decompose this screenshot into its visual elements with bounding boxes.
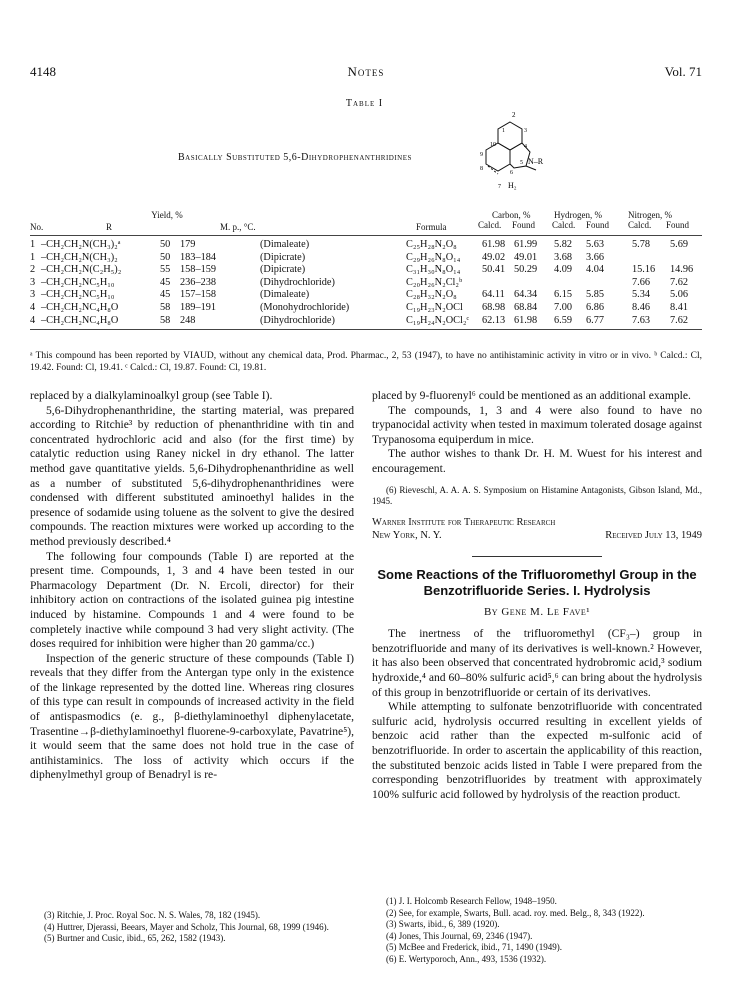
cell-no: 4 — [30, 301, 36, 313]
reference: (5) McBee and Frederick, ibid., 71, 1490 (1949). — [386, 942, 562, 952]
cell-r: –CH₂CH₂NC₅H₁₀ — [41, 276, 115, 288]
table-title: Basically Substituted 5,6-Dihydrophenanthridines — [178, 152, 412, 163]
left-column — [30, 389, 354, 783]
reference-6 — [372, 485, 702, 508]
cell-r: –CH₂CH₂N(CH₃)₂ᵃ — [41, 239, 121, 250]
paragraph: The author wishes to thank Dr. H. M. Wuest for his interest and encouragement. — [372, 447, 702, 475]
structure-number: 7 — [498, 184, 501, 190]
cell-no: 4 — [30, 314, 36, 326]
cell-carbon-found: 61.98 — [514, 314, 538, 326]
cell-r: –CH₂CH₂NC₄H₈O — [41, 314, 119, 326]
cell-hydrogen-found: 5.85 — [586, 289, 605, 301]
header-hydrogen-calcd: Calcd. — [552, 220, 576, 230]
cell-no: 1 — [30, 239, 36, 250]
cell-hydrogen-calcd: 6.59 — [554, 314, 573, 326]
cell-hydrogen-found: 3.66 — [586, 251, 605, 263]
page-number: 4148 — [30, 64, 56, 79]
volume-label: Vol. 71 — [664, 64, 702, 79]
header-no: No. — [30, 222, 44, 232]
cell-carbon-calcd: 61.98 — [482, 239, 506, 250]
cell-formula: C₂₉H₂₆N₈O₁₄ — [406, 251, 461, 263]
paragraph: The inertness of the trifluoromethyl (CF₃–) group in benzotrifluoride and many of its derivatives is well-known.² However, it has also been observed that concentrated hydrobromic acid,³ sodium hydroxide,⁴ and 60–80% sulfuric acid⁵,⁶ can bring about the hydrolysis of this group in benzotrifluoride or certain of its derivatives. — [372, 627, 702, 699]
cell-nitrogen-found: 5.06 — [670, 289, 689, 301]
header-hydrogen: Hydrogen, % — [554, 210, 602, 220]
section-divider — [472, 556, 602, 557]
cell-carbon-calcd: 64.11 — [482, 289, 505, 301]
cell-carbon-calcd: 49.02 — [482, 251, 506, 263]
cell-hydrogen-found: 4.04 — [586, 264, 605, 276]
reference: (3) Ritchie, J. Proc. Royal Soc. N. S. Wales, 78, 182 (1945). — [44, 910, 261, 920]
paragraph: The compounds, 1, 3 and 4 were also found to have no trypanocidal activity when tested in maximum tolerated dosage against Trypanosoma equiperdum in mice. — [372, 403, 702, 446]
cell-carbon-calcd: 62.13 — [482, 314, 506, 326]
cell-nitrogen-calcd: 15.16 — [632, 264, 656, 276]
cell-yield: 45 — [160, 289, 171, 301]
header-nitrogen: Nitrogen, % — [628, 210, 672, 220]
cell-mp: 179 — [180, 239, 196, 250]
header-nitrogen-found: Found — [666, 220, 690, 230]
cell-hydrogen-calcd: 7.00 — [554, 301, 573, 313]
institute-name: Warner Institute for Therapeutic Research — [372, 516, 556, 528]
cell-nitrogen-calcd: 5.34 — [632, 289, 651, 301]
cell-nitrogen-calcd: 5.78 — [632, 239, 651, 250]
article-title: Some Reactions of the Trifluoromethyl Group in the Benzotrifluoride Series. I. Hydrolysis — [377, 566, 697, 598]
cell-hydrogen-found: 5.63 — [586, 239, 605, 250]
header-formula: Formula — [416, 222, 447, 232]
structure-number: 2 — [512, 111, 516, 119]
reference: (4) Huttrer, Djerassi, Beears, Mayer and Scholz, This Journal, 68, 1999 (1946). — [44, 921, 329, 932]
cell-nitrogen-found: 14.96 — [670, 264, 694, 276]
institute-line — [372, 529, 702, 542]
cell-mp: 248 — [180, 314, 196, 326]
cell-r: –CH₂CH₂N(C₂H₅)₂ — [41, 264, 122, 276]
cell-nitrogen-found: 7.62 — [670, 314, 689, 326]
header-nitrogen-calcd: Calcd. — [628, 220, 652, 230]
journal-section: Notes — [347, 64, 385, 79]
reference: (2) See, for example, Swarts, Bull. acad. roy. med. Belg., 8, 343 (1922). — [386, 907, 645, 918]
cell-hydrogen-found: 6.86 — [586, 301, 605, 313]
right-column — [372, 389, 702, 802]
header-r: R — [106, 222, 113, 232]
paragraph: placed by 9-fluorenyl⁶ could be mentioned as an additional example. — [372, 389, 691, 402]
cell-nitrogen-calcd: 8.46 — [632, 301, 651, 313]
reference: (4) Jones, This Journal, 69, 2346 (1947). — [386, 930, 533, 941]
paragraph: While attempting to sulfonate benzotrifluoride with concentrated sulfuric acid, hydrolysis occurred resulting in excellent yields of benzoic acid rather than the expected m-sulfonic acid of benzotrifluoride. In order to ascertain the applicability of this reaction, the substituted benzoic acids listed in Table I were prepared from the corresponding benzotrifluorides by treatment with approximately 100% sulfuric acid followed by hydrolysis of the reaction product. — [372, 700, 702, 801]
reference: (5) Burtner and Cusic, ibid., 65, 262, 1582 (1943). — [44, 933, 226, 943]
cell-hydrogen-calcd: 4.09 — [554, 264, 573, 276]
cell-mp: 183–184 — [180, 251, 217, 263]
table-bottom-rule — [30, 329, 702, 330]
structure-number: 4 — [524, 144, 527, 150]
cell-yield: 50 — [160, 239, 171, 250]
institute-block — [372, 516, 702, 542]
table-row — [30, 289, 702, 302]
cell-mp: 157–158 — [180, 289, 217, 301]
cell-salt: (Dipicrate) — [260, 251, 306, 263]
cell-nitrogen-found: 5.69 — [670, 239, 689, 250]
cell-hydrogen-calcd: 3.68 — [554, 251, 573, 263]
structure-number: 6 — [510, 170, 513, 176]
structure-number: 8 — [480, 166, 483, 172]
cell-yield: 45 — [160, 276, 171, 288]
cell-nitrogen-found: 7.62 — [670, 276, 689, 288]
table-row — [30, 264, 702, 277]
data-table — [30, 210, 702, 330]
cell-no: 3 — [30, 289, 36, 301]
cell-salt: (Monohydrochloride) — [260, 301, 350, 313]
table-header — [30, 210, 702, 236]
table-row — [30, 252, 702, 265]
table-label: Table I — [345, 98, 384, 109]
cell-salt: (Dipicrate) — [260, 264, 306, 276]
cell-r: –CH₂CH₂NC₄H₈O — [41, 301, 119, 313]
cell-carbon-calcd: 68.98 — [482, 301, 506, 313]
cell-hydrogen-calcd: 5.82 — [554, 239, 573, 250]
right-references — [372, 896, 702, 965]
structure-nr-label: N–R — [528, 157, 544, 166]
cell-formula: C₁₉H₂₄N₂OCl₂ᶜ — [406, 314, 470, 326]
institute-city: New York, N. Y. — [372, 529, 442, 541]
header-carbon-calcd: Calcd. — [478, 220, 502, 230]
table-row — [30, 302, 702, 315]
cell-salt: (Dimaleate) — [260, 289, 310, 301]
table-row — [30, 277, 702, 290]
cell-carbon-calcd: 50.41 — [482, 264, 506, 276]
reference: (6) E. Wertyporoch, Ann., 493, 1536 (1932). — [386, 953, 547, 964]
byline: By Gene M. Le Fave¹ — [483, 605, 591, 618]
cell-hydrogen-calcd: 6.15 — [554, 289, 573, 301]
header-hydrogen-found: Found — [586, 220, 610, 230]
header-carbon: Carbon, % — [492, 210, 531, 220]
cell-salt: (Dihydrochloride) — [260, 276, 335, 288]
cell-formula: C₂₈H₃₂N₂O₈ — [406, 289, 457, 301]
cell-formula: C₂₅H₂₈N₂O₈ — [406, 239, 457, 250]
cell-formula: C₁₉H₂₃N₂OCl — [406, 301, 463, 313]
cell-no: 2 — [30, 264, 36, 276]
cell-r: –CH₂CH₂N(CH₃)₂ — [41, 251, 118, 263]
cell-nitrogen-calcd: 7.63 — [632, 314, 651, 326]
structure-number: 3 — [524, 128, 527, 134]
cell-mp: 189–191 — [180, 301, 217, 313]
header-carbon-found: Found — [512, 220, 536, 230]
cell-formula: C₂₀H₂₆N₂Cl₂ᵇ — [406, 276, 463, 288]
cell-carbon-found: 49.01 — [514, 251, 538, 263]
paragraph: replaced by a dialkylaminoalkyl group (see Table I). — [30, 389, 273, 402]
left-references — [30, 910, 354, 945]
cell-salt: (Dimaleate) — [260, 239, 310, 250]
cell-carbon-found: 64.34 — [514, 289, 538, 301]
cell-hydrogen-found: 6.77 — [586, 314, 605, 326]
reference: (3) Swarts, ibid., 6, 389 (1920). — [386, 919, 500, 929]
cell-mp: 158–159 — [180, 264, 217, 276]
table-body — [30, 236, 702, 327]
cell-nitrogen-found: 8.41 — [670, 301, 689, 313]
cell-no: 3 — [30, 276, 36, 288]
cell-yield: 58 — [160, 314, 171, 326]
running-head — [30, 64, 702, 80]
cell-salt: (Dihydrochloride) — [260, 314, 335, 326]
cell-no: 1 — [30, 251, 36, 263]
table-row — [30, 239, 702, 252]
table-row — [30, 315, 702, 328]
structure-number: 1 — [502, 128, 505, 134]
received-date: Received July 13, 1949 — [605, 529, 702, 541]
structure-number: 9 — [480, 152, 483, 158]
reference: (1) J. I. Holcomb Research Fellow, 1948–1950. — [386, 896, 557, 906]
cell-carbon-found: 68.84 — [514, 301, 538, 313]
structure-number: 5 — [520, 160, 523, 166]
cell-formula: C₃₁H₃₀N₈O₁₄ — [406, 264, 461, 276]
cell-r: –CH₂CH₂NC₅H₁₀ — [41, 289, 115, 301]
paragraph: Inspection of the generic structure of these compounds (Table I) reveals that they differ from the Antergan type only in the existence of the linkage represented by the dotted line. Whereas ring closures of this type can result in compounds of increased activity in the field of antispasmodics (e. g., β-diethylaminoethyl diphenylacetate, Trasentine→β-diethylaminoethyl fluorene-9-carboxylate, Pavatrine⁵), it would seem that the same does not hold true in the case of antihistaminics. The loss of activity which occurs if the diphenylmethyl group of Benadryl is re- — [30, 651, 354, 782]
structure-h2-label: H₂ — [508, 181, 517, 190]
dihydrophenanthridine-structure — [458, 108, 558, 208]
cell-yield: 50 — [160, 251, 171, 263]
header-mp: M. p., °C. — [220, 222, 256, 232]
table-footnote: ᵃ This compound has been reported by VIAUD, without any chemical data, Prod. Pharmac., 2, 53 (1947), to have no antihistaminic activity in vitro or in vivo. ᵇ Calcd.: Cl, 19.42. Found: Cl, 19.41. ᶜ Calcd.: Cl, 19.87. Found: Cl, 19.81. — [30, 351, 702, 373]
cell-mp: 236–238 — [180, 276, 217, 288]
paragraph: 5,6-Dihydrophenanthridine, the starting material, was prepared according to Ritchie³ by reduction of phenanthridine with tin and concentrated hydrochloric acid and also (for the first time) by catalytic reduction using Raney nickel in dry ethanol. The latter method gave quantitative yields. 5,6-Dihydrophenanthridine as well as a number of substituted 5,6-dihydrophenanthridines were condensed with different substituted aminoethyl halides in the presence of sodamide using toluene as the solvent to give the desired compounds. The reaction mixtures were worked up according to the method previously described.⁴ — [30, 403, 354, 548]
cell-yield: 55 — [160, 264, 171, 276]
cell-yield: 58 — [160, 301, 171, 313]
cell-carbon-found: 61.99 — [514, 239, 538, 250]
reference: (6) Rieveschl, A. A. A. S. Symposium on Histamine Antagonists, Gibson Island, Md., 1945. — [372, 484, 702, 507]
cell-carbon-found: 50.29 — [514, 264, 538, 276]
paragraph: The following four compounds (Table I) are reported at the present time. Compounds, 1, 3 and 4 have been tested in our Pharmacology Department (Dr. N. Ercoli, director) for their inhibitory action on contractions of the isolated guinea pig intestine induced by histamine. Compounds 1 and 4 were found to be completely inactive while compound 3 had very slight activity. (The doses required for inhibition were higher than 20 gamma/cc.) — [30, 549, 354, 651]
header-yield: Yield, % — [151, 210, 183, 220]
structure-number: 10 — [490, 142, 496, 148]
cell-nitrogen-calcd: 7.66 — [632, 276, 651, 288]
